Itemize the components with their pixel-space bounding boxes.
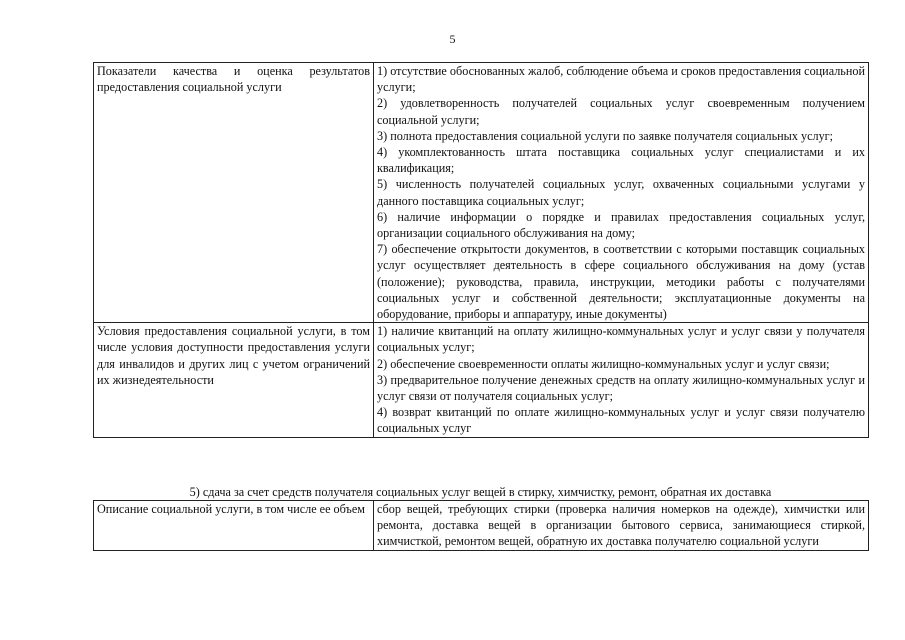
list-item: 3) предварительное получение денежных средств на оплату жилищно-коммунальных услуг и услуг связи от получателя социальных услуг; [377, 372, 865, 404]
table-row [94, 63, 869, 323]
list-item: 2) удовлетворенность получателей социальных услуг своевременным получением социальной услуги; [377, 96, 865, 127]
list-item: 6) наличие информации о порядке и правилах предоставления социальных услуг, организации социального обслуживания на дому; [377, 209, 865, 241]
row-label: Показатели качества и оценка результатов предоставления социальной услуги [94, 63, 374, 323]
row-content [374, 323, 869, 437]
list-item: 7) обеспечение открытости документов, в соответствии с которыми поставщик социальных услуг осуществляет деятельность в сфере социального обслуживания на дому (устав (положение); руководства, правила, инструкции, методики работы с получателями социальных услуг и собственной деятельности; эксплуатационные документы на оборудование, приборы и аппаратуру, иные документы) [377, 242, 865, 322]
list-item: 3) полнота предоставления социальной услуги по заявке получателя социальных услуг; [377, 128, 834, 143]
page-number: 5 [449, 32, 456, 46]
service-table-2 [93, 500, 869, 551]
table-row [94, 501, 869, 551]
list-item: сбор вещей, требующих стирки (проверка наличия номерков на одежде), химчистки или ремонта, доставка вещей в организации бытового сервиса, занимающиеся стиркой, химчисткой, ремонтом вещей, обратную их доставка получателю социальной услуги [377, 502, 865, 549]
list-item: 1) отсутствие обоснованных жалоб, соблюдение объема и сроков предоставления социальной услуги; [377, 64, 866, 95]
row-content [374, 63, 869, 323]
service-table [93, 62, 869, 438]
list-item: 2) обеспечение своевременности оплаты жилищно-коммунальных услуг и услуг связи; [377, 356, 830, 371]
row-label: Описание социальной услуги, в том числе ее объем [94, 501, 374, 551]
list-item: 5) численность получателей социальных услуг, охваченных социальными услугами у данного поставщика социальных услуг; [377, 177, 865, 208]
list-item: 4) возврат квитанций по оплате жилищно-коммунальных услуг и услуг связи получателю социальных услуг [377, 405, 865, 436]
list-item: 4) укомплектованность штата поставщика социальных услуг специалистами и их квалификация; [377, 145, 865, 176]
section-heading: 5) сдача за счет средств получателя социальных услуг вещей в стирку, химчистку, ремонт, обратная их доставка [189, 485, 772, 499]
table-row [94, 323, 869, 437]
list-item: 1) наличие квитанций на оплату жилищно-коммунальных услуг и услуг связи у получателя социальных услуг; [377, 324, 865, 355]
row-label: Условия предоставления социальной услуги, в том числе условия доступности предоставления услуги для инвалидов и других лиц с учетом ограничений их жизнедеятельности [94, 323, 374, 437]
row-content [374, 501, 869, 551]
